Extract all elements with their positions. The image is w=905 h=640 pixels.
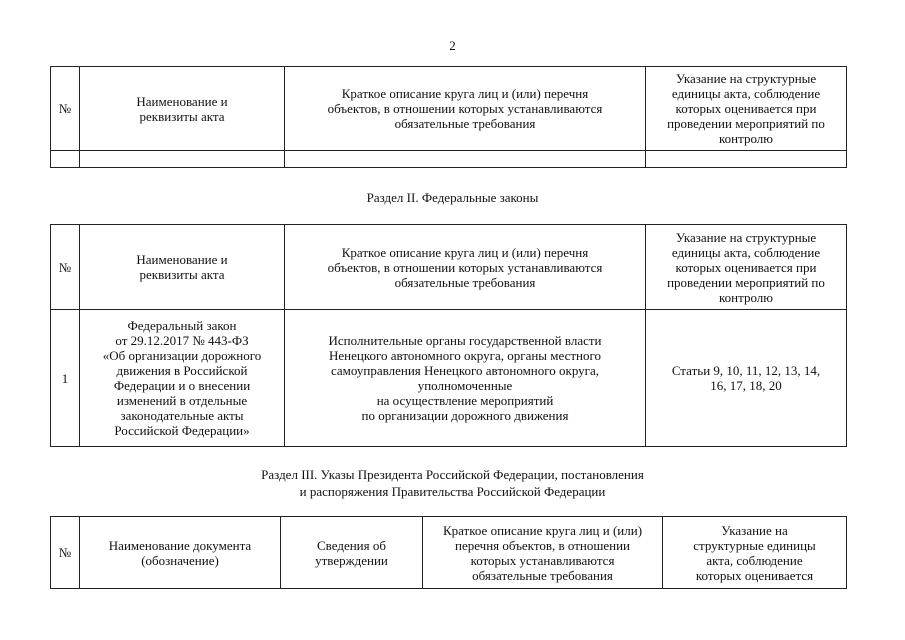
header-structural-units: Указание на структурные единицы акта, соблюдение которых оценивается при проведении мероприятий по контролю (646, 67, 847, 151)
header-act-name: Наименование и реквизиты акта (80, 67, 285, 151)
row-description: Исполнительные органы государственной власти Ненецкого автономного округа, органы местного самоуправления Ненецкого автономного округа, уполномоченные на осуществление мероприятий по организации дорожного движения (285, 310, 646, 447)
decrees-table (50, 516, 847, 589)
header-approval-info: Сведения об утверждении (281, 517, 423, 589)
requirements-table-continuation (50, 66, 847, 168)
header-num: № (51, 517, 80, 589)
table-header-row (51, 517, 847, 589)
empty-cell (80, 151, 285, 168)
header-description: Краткое описание круга лиц и (или) перечня объектов, в отношении которых устанавливаются обязательные требования (285, 225, 646, 310)
row-num: 1 (51, 310, 80, 447)
header-act-name: Наименование и реквизиты акта (80, 225, 285, 310)
empty-cell (285, 151, 646, 168)
section-3-title: Раздел III. Указы Президента Российской Федерации, постановления и распоряжения Правительства Российской Федерации (261, 467, 644, 499)
header-description: Краткое описание круга лиц и (или) перечня объектов, в отношении которых устанавливаются обязательные требования (285, 67, 646, 151)
row-structural-units: Статьи 9, 10, 11, 12, 13, 14, 16, 17, 18, 20 (646, 310, 847, 447)
table-header-row (51, 67, 847, 151)
federal-laws-table (50, 224, 847, 447)
section-2-title: Раздел II. Федеральные законы (366, 190, 539, 205)
table-row-empty (51, 151, 847, 168)
header-document-name: Наименование документа (обозначение) (80, 517, 281, 589)
header-num: № (51, 67, 80, 151)
header-num: № (51, 225, 80, 310)
row-act-name: Федеральный закон от 29.12.2017 № 443-ФЗ «Об организации дорожного движения в Российской Федерации и о внесении изменений в отдельные законодательные акты Российской Федерации» (80, 310, 285, 447)
empty-cell (51, 151, 80, 168)
header-structural-units: Указание на структурные единицы акта, соблюдение которых оценивается при проведении мероприятий по контролю (646, 225, 847, 310)
header-description: Краткое описание круга лиц и (или) перечня объектов, в отношении которых устанавливаются обязательные требования (423, 517, 663, 589)
page-number: 2 (449, 38, 456, 53)
table-row (51, 310, 847, 447)
empty-cell (646, 151, 847, 168)
header-structural-units: Указание на структурные единицы акта, соблюдение которых оценивается (663, 517, 847, 589)
table-header-row (51, 225, 847, 310)
